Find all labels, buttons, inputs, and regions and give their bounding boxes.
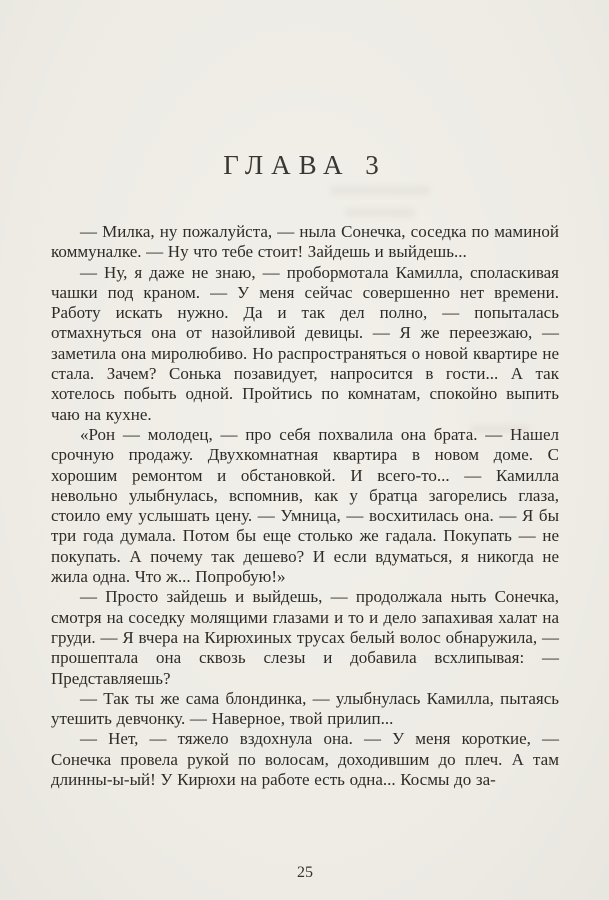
chapter-title: ГЛАВА 3	[223, 150, 387, 180]
paragraph: — Ну, я даже не знаю, — пробормотала Камилла, споласкивая чашки под краном. — У меня сейчас совершенно нет времени. Работу искать нужно. Да и так дел полно, — попыталась отмахнуться она от назойливой девицы. — Я же переезжаю, — заметила она миролюбиво. Но распространяться о новой квартире не стала. Зачем? Сонька позавидует, напросится в гости... А так хотелось побыть одной. Пройтись по комнатам, спокойно выпить чаю на кухне.	[51, 262, 559, 424]
paragraph: — Так ты же сама блондинка, — улыбнулась Камилла, пытаясь утешить девчонку. — Наверное, твой прилип...	[51, 688, 559, 729]
paragraph: — Просто зайдешь и выйдешь, — продолжала ныть Сонечка, смотря на соседку молящими глазами и то и дело запахивая халат на груди. — Я вчера на Кирюхиных трусах белый волос обнаружила, — прошептала она сквозь слезы и добавила всхлипывая: — Представляешь?	[51, 587, 559, 688]
body-text	[51, 222, 559, 790]
paragraph: — Милка, ну пожалуйста, — ныла Сонечка, соседка по маминой коммуналке. — Ну что тебе стоит! Зайдешь и выйдешь...	[51, 222, 559, 262]
book-page	[51, 0, 559, 900]
page-number: 25	[297, 864, 313, 881]
paragraph: — Нет, — тяжело вздохнула она. — У меня короткие, — Сонечка провела рукой по волосам, доходившим до плеч. А там длинны-ы-ый! У Кирюхи на работе есть одна... Космы до за-	[51, 729, 559, 790]
paragraph: «Рон — молодец, — про себя похвалила она брата. — Нашел срочную продажу. Двухкомнатная квартира в новом доме. С хорошим ремонтом и обстановкой. И всего-то... — Камилла невольно улыбнулась, вспомнив, как у братца загорелись глаза, стоило ему услышать цену. — Умница, — восхитилась она. — Я бы три года думала. Потом бы еще столько же гадала. Покупать — не покупать. А почему так дешево? И если вдуматься, я никогда не жила одна. Что ж... Попробую!»	[51, 424, 559, 587]
